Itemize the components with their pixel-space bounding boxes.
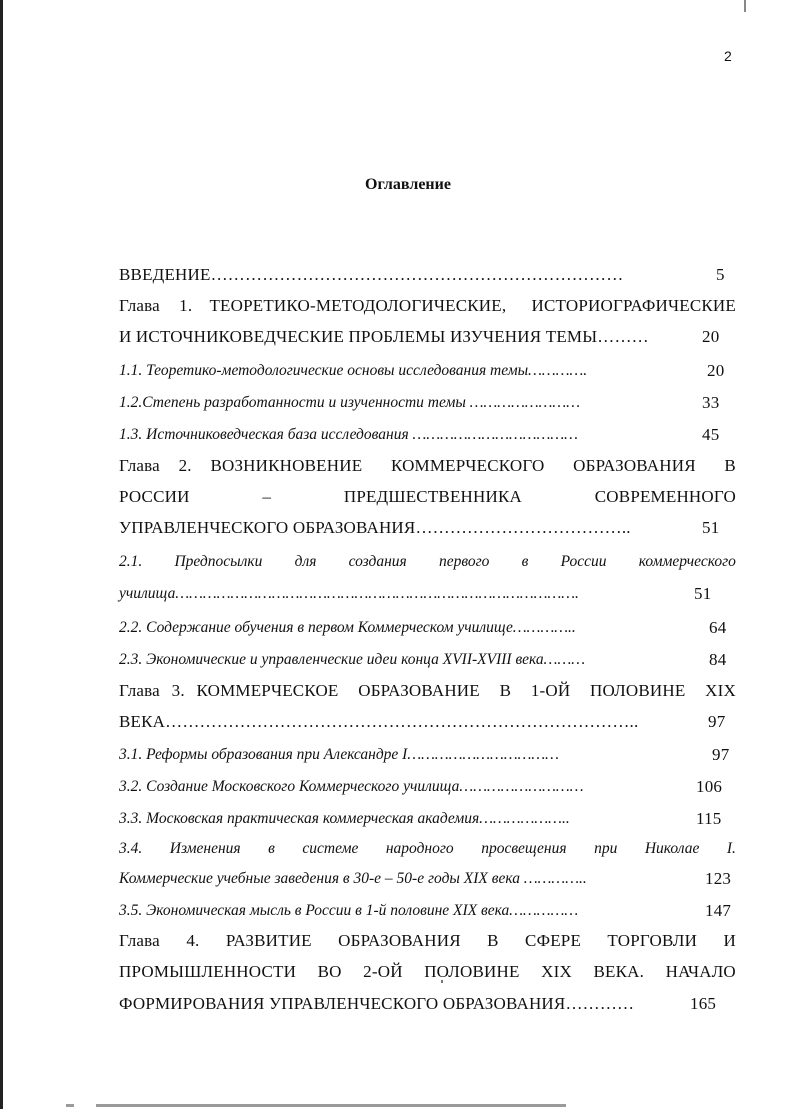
toc-word: Глава xyxy=(119,456,160,475)
toc-word: ТОРГОВЛИ xyxy=(607,931,698,950)
toc-word: 4. xyxy=(186,931,200,950)
toc-word: России xyxy=(560,553,607,570)
toc-page-number: 51 xyxy=(702,518,720,537)
toc-chapter-3-line-1 xyxy=(119,681,736,701)
toc-word: Николае xyxy=(644,840,700,857)
toc-word: ТЕОРЕТИКО-МЕТОДОЛОГИЧЕСКИЕ, xyxy=(209,296,507,315)
toc-section-3-3: 3.3. Московская практическая коммерческая академия……………….. xyxy=(119,810,570,827)
toc-word: 1-ОЙ xyxy=(530,681,571,700)
toc-chapter-3-line-2: ВЕКА……………………………………………………………………….. xyxy=(119,712,639,731)
toc-word: 2. xyxy=(178,456,192,475)
toc-word: коммерческого xyxy=(638,553,736,570)
toc-word: ОБРАЗОВАНИЯ xyxy=(338,931,461,950)
toc-word: ВЕКА. xyxy=(593,962,645,981)
toc-word: системе xyxy=(302,840,359,857)
toc-chapter-4-line-3: ФОРМИРОВАНИЯ УПРАВЛЕНЧЕСКОГО ОБРАЗОВАНИЯ………… xyxy=(119,994,635,1013)
toc-word: ПРЕДШЕСТВЕННИКА xyxy=(343,487,522,506)
toc-word: СФЕРЕ xyxy=(525,931,582,950)
toc-word: В xyxy=(487,931,499,950)
toc-page-number: 84 xyxy=(709,650,727,669)
toc-section-3-5: 3.5. Экономическая мысль в России в 1-й половине XIX века…………… xyxy=(119,902,579,919)
toc-section-3-1: 3.1. Реформы образования при Александре I…………………………… xyxy=(119,746,559,763)
toc-word: КОММЕРЧЕСКОЕ xyxy=(196,681,339,700)
toc-word: СОВРЕМЕННОГО xyxy=(594,487,736,506)
toc-word: в xyxy=(268,840,275,857)
toc-chapter-2-line-2 xyxy=(119,487,736,507)
toc-page-number: 106 xyxy=(696,777,723,796)
toc-page-number: 20 xyxy=(707,361,725,380)
page-number: 2 xyxy=(724,48,732,64)
toc-word: РАЗВИТИЕ xyxy=(225,931,312,950)
toc-page-number: 97 xyxy=(708,712,726,731)
toc-section-3-4-line-2: Коммерческие учебные заведения в 30-е – 50-е годы XIX века ………….. xyxy=(119,870,587,887)
toc-chapter-2-line-1 xyxy=(119,456,736,476)
toc-section-3-2: 3.2. Создание Московского Коммерческого училища……………………… xyxy=(119,778,584,795)
toc-word: ВО xyxy=(317,962,342,981)
toc-word: просвещения xyxy=(481,840,567,857)
scan-bottom-edge xyxy=(96,1104,566,1107)
toc-word: 1. xyxy=(179,296,193,315)
toc-page-number: 51 xyxy=(694,584,712,603)
toc-word: Изменения xyxy=(169,840,241,857)
toc-chapter-1-line-2: И ИСТОЧНИКОВЕДЧЕСКИЕ ПРОБЛЕМЫ ИЗУЧЕНИЯ ТЕМЫ……… xyxy=(119,327,649,346)
toc-section-2-1-line-1 xyxy=(119,553,736,571)
toc-word: 2.1. xyxy=(119,553,143,570)
toc-word: ПОЛОВИНЕ xyxy=(424,962,520,981)
toc-word: I. xyxy=(726,840,736,857)
toc-word: В xyxy=(724,456,736,475)
toc-word: Глава xyxy=(119,296,160,315)
toc-page-number: 165 xyxy=(690,994,717,1013)
toc-word: 3. xyxy=(171,681,185,700)
toc-page-number: 5 xyxy=(716,265,725,284)
toc-section-3-4-line-1 xyxy=(119,840,736,858)
toc-word: И xyxy=(723,931,736,950)
scan-artifact xyxy=(66,1104,74,1107)
toc-section-2-1-line-2: училища……………………………………………………………………………. xyxy=(119,585,579,602)
toc-entry-intro xyxy=(119,265,623,285)
toc-section-2-2: 2.2. Содержание обучения в первом Коммерческом училище………….. xyxy=(119,619,576,636)
toc-dots: ……………………………………………………………… xyxy=(210,265,624,284)
toc-word: 3.4. xyxy=(119,840,143,857)
toc-word: для xyxy=(294,553,317,570)
toc-entry-label: ВВЕДЕНИЕ xyxy=(119,265,211,284)
toc-page-number: 64 xyxy=(709,618,727,637)
toc-word: Предпосылки xyxy=(174,553,263,570)
toc-word: КОММЕРЧЕСКОГО xyxy=(390,456,545,475)
toc-chapter-4-line-2 xyxy=(119,962,736,982)
toc-word: ВОЗНИКНОВЕНИЕ xyxy=(210,456,363,475)
scan-right-mark xyxy=(744,0,746,12)
toc-section-2-3: 2.3. Экономические и управленческие идеи конца XVII-XVIII века……… xyxy=(119,651,586,668)
toc-section-1-1: 1.1. Теоретико-методологические основы исследования темы…………. xyxy=(119,362,588,379)
toc-word: ИСТОРИОГРАФИЧЕСКИЕ xyxy=(531,296,736,315)
toc-section-1-2: 1.2.Степень разработанности и изученности темы …………………… xyxy=(119,394,580,411)
toc-chapter-1-line-1 xyxy=(119,296,736,316)
toc-word: В xyxy=(499,681,512,700)
toc-word: ОБРАЗОВАНИЯ xyxy=(573,456,696,475)
toc-word: НАЧАЛО xyxy=(665,962,736,981)
toc-word: первого xyxy=(438,553,490,570)
toc-word: создания xyxy=(348,553,407,570)
page-title: Оглавление xyxy=(365,176,451,193)
toc-chapter-4-line-1 xyxy=(119,931,736,951)
toc-word: РОССИИ xyxy=(119,487,190,506)
scan-left-edge xyxy=(0,0,3,1109)
toc-word: ПРОМЫШЛЕННОСТИ xyxy=(119,962,297,981)
toc-page-number: 115 xyxy=(696,809,722,828)
toc-page-number: 97 xyxy=(712,745,730,764)
toc-word: ОБРАЗОВАНИЕ xyxy=(358,681,480,700)
toc-word: 2-ОЙ xyxy=(363,962,403,981)
toc-word: при xyxy=(594,840,618,857)
toc-word: в xyxy=(521,553,529,570)
toc-page-number: 147 xyxy=(705,901,732,920)
toc-word: Глава xyxy=(119,681,160,700)
toc-page-number: 45 xyxy=(702,425,720,444)
toc-word: – xyxy=(262,487,272,506)
toc-section-1-3: 1.3. Источниковедческая база исследования ……………………………… xyxy=(119,426,578,443)
toc-word: XIX xyxy=(705,681,736,700)
toc-chapter-2-line-3: УПРАВЛЕНЧЕСКОГО ОБРАЗОВАНИЯ……………………………….. xyxy=(119,518,631,537)
toc-word: Глава xyxy=(119,931,160,950)
toc-word: народного xyxy=(385,840,454,857)
toc-word: XIX xyxy=(541,962,572,981)
toc-page-number: 20 xyxy=(702,327,720,346)
toc-page-number: 33 xyxy=(702,393,720,412)
toc-word: ПОЛОВИНЕ xyxy=(590,681,686,700)
toc-page-number: 123 xyxy=(705,869,732,888)
